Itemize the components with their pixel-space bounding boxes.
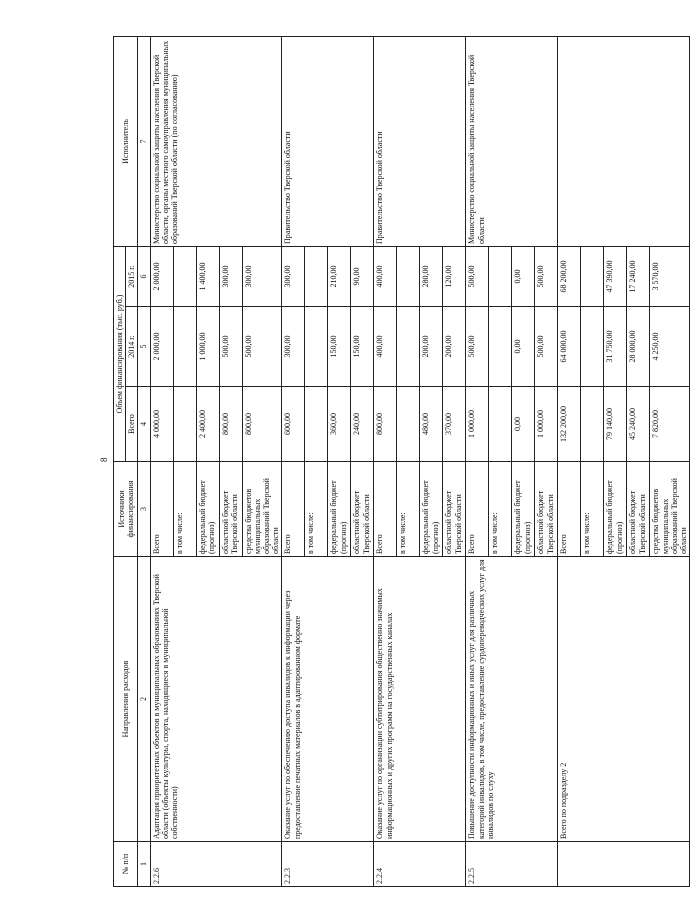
y2015-cell: 47 390,00 <box>604 247 627 307</box>
y2014-cell: 400,00 <box>374 307 397 387</box>
header-2014: 2014 г. <box>126 307 138 387</box>
header-idx-5: 5 <box>138 307 150 387</box>
y2015-cell: 500,00 <box>535 247 558 307</box>
y2015-cell: 120,00 <box>443 247 466 307</box>
y2014-cell: 500,00 <box>242 307 282 387</box>
total-cell: 0,00 <box>512 387 535 462</box>
source-cell: средства бюджетов муниципальных образований Тверской области <box>650 462 690 557</box>
source-cell: Всего <box>150 462 173 557</box>
total-cell: 800,00 <box>219 387 242 462</box>
source-cell: средства бюджетов муниципальных образований Тверской области <box>242 462 282 557</box>
y2015-cell: 300,00 <box>242 247 282 307</box>
y2014-cell: 4 250,00 <box>650 307 690 387</box>
source-cell: в том числе: <box>173 462 196 557</box>
section-executor: Правительство Тверской области <box>374 37 466 247</box>
total-cell: 800,00 <box>374 387 397 462</box>
y2015-cell: 68 200,00 <box>558 247 581 307</box>
y2015-cell: 90,00 <box>351 247 374 307</box>
header-idx-6: 6 <box>138 247 150 307</box>
header-idx-7: 7 <box>138 37 150 247</box>
y2015-cell: 1 400,00 <box>196 247 219 307</box>
header-idx-2: 2 <box>138 557 150 842</box>
y2014-cell: 150,00 <box>328 307 351 387</box>
total-cell <box>581 387 604 462</box>
total-cell: 800,00 <box>242 387 282 462</box>
y2015-cell <box>489 247 512 307</box>
total-cell: 45 240,00 <box>627 387 650 462</box>
section-number: 2.2.6 <box>150 842 282 887</box>
header-idx-4: 4 <box>138 387 150 462</box>
y2015-cell: 3 570,00 <box>650 247 690 307</box>
rotated-landscape-content <box>95 17 688 887</box>
source-cell: Всего <box>466 462 489 557</box>
table-row <box>374 37 397 887</box>
total-cell <box>489 387 512 462</box>
y2015-cell: 400,00 <box>374 247 397 307</box>
source-cell: Всего <box>558 462 581 557</box>
section-number: 2.2.4 <box>374 842 466 887</box>
source-cell: областной бюджет Тверской области <box>351 462 374 557</box>
y2014-cell <box>173 307 196 387</box>
table-row <box>282 37 305 887</box>
total-cell: 2 400,00 <box>196 387 219 462</box>
y2015-cell: 280,00 <box>420 247 443 307</box>
section-direction: Адаптация приоритетных объектов в муниципальных образованиях Тверской области (объекты культуры, спорта, находящиеся в муниципальной собственности) <box>150 557 282 842</box>
header-idx-1: 1 <box>138 842 150 887</box>
total-cell: 240,00 <box>351 387 374 462</box>
y2014-cell: 1 000,00 <box>196 307 219 387</box>
source-cell: областной бюджет Тверской области <box>219 462 242 557</box>
total-cell <box>173 387 196 462</box>
total-cell: 360,00 <box>328 387 351 462</box>
table-body <box>150 37 690 887</box>
y2014-cell: 28 000,00 <box>627 307 650 387</box>
total-cell: 7 820,00 <box>650 387 690 462</box>
y2014-cell: 64 000,00 <box>558 307 581 387</box>
y2014-cell: 150,00 <box>351 307 374 387</box>
total-cell: 600,00 <box>282 387 305 462</box>
source-cell: в том числе: <box>489 462 512 557</box>
y2015-cell: 2 000,00 <box>150 247 173 307</box>
section-direction: Оказание услуг по обеспечению доступа инвалидов к информации через предоставление печатных материалов в адаптированном формате <box>282 557 374 842</box>
total-cell: 132 200,00 <box>558 387 581 462</box>
section-direction: Оказание услуг по организации субтитрирования общественно значимых информационных и других программ на государственных каналах <box>374 557 466 842</box>
y2014-cell <box>397 307 420 387</box>
header-direction: Направления расходов <box>114 557 138 842</box>
source-cell: федеральный бюджет (прогноз) <box>604 462 627 557</box>
source-cell: федеральный бюджет (прогноз) <box>196 462 219 557</box>
section-number <box>558 842 690 887</box>
section-executor <box>558 37 690 247</box>
section-number: 2.2.5 <box>466 842 558 887</box>
y2014-cell: 500,00 <box>466 307 489 387</box>
header-total: Всего <box>126 387 138 462</box>
table-row <box>150 37 173 887</box>
table-row <box>558 37 581 887</box>
section-number: 2.2.3 <box>282 842 374 887</box>
y2014-cell: 2 000,00 <box>150 307 173 387</box>
financing-table <box>113 36 690 887</box>
header-sources: Источники финансирования <box>114 462 138 557</box>
y2014-cell: 500,00 <box>535 307 558 387</box>
header-executor: Исполнитель <box>114 37 138 247</box>
total-cell: 1 000,00 <box>466 387 489 462</box>
page-number: 8 <box>99 457 109 462</box>
header-idx-3: 3 <box>138 462 150 557</box>
y2015-cell: 300,00 <box>282 247 305 307</box>
section-executor: Правительство Тверской области <box>282 37 374 247</box>
source-cell: федеральный бюджет (прогноз) <box>328 462 351 557</box>
header-num: № п/п <box>114 842 138 887</box>
section-direction: Всего по подразделу 2 <box>558 557 690 842</box>
total-cell: 79 140,00 <box>604 387 627 462</box>
section-direction: Повышение доступности информационных и иных услуг для различных категорий инвалидов, в том числе, предоставление сурдопереводческих услуг для инвалидов по слуху <box>466 557 558 842</box>
y2014-cell <box>489 307 512 387</box>
source-cell: федеральный бюджет (прогноз) <box>420 462 443 557</box>
y2015-cell: 300,00 <box>219 247 242 307</box>
total-cell: 480,00 <box>420 387 443 462</box>
y2015-cell <box>305 247 328 307</box>
total-cell: 370,00 <box>443 387 466 462</box>
source-cell: в том числе: <box>581 462 604 557</box>
y2015-cell: 500,00 <box>466 247 489 307</box>
total-cell: 1 000,00 <box>535 387 558 462</box>
source-cell: Всего <box>282 462 305 557</box>
y2015-cell: 0,00 <box>512 247 535 307</box>
source-cell: в том числе: <box>305 462 328 557</box>
y2014-cell: 31 750,00 <box>604 307 627 387</box>
source-cell: областной бюджет Тверской области <box>627 462 650 557</box>
y2014-cell <box>305 307 328 387</box>
total-cell <box>305 387 328 462</box>
y2015-cell <box>173 247 196 307</box>
header-volume: Объем финансирования (тыс. руб.) <box>114 247 126 462</box>
y2015-cell: 17 240,00 <box>627 247 650 307</box>
source-cell: областной бюджет Тверской области <box>535 462 558 557</box>
source-cell: областной бюджет Тверской области <box>443 462 466 557</box>
y2014-cell: 200,00 <box>443 307 466 387</box>
table-row <box>466 37 489 887</box>
section-executor: Министерство социальной защиты населения Тверской области, органы местного самоуправления муниципальных образований Тверской области (по согласованию) <box>150 37 282 247</box>
y2015-cell <box>581 247 604 307</box>
y2014-cell <box>581 307 604 387</box>
source-cell: федеральный бюджет (прогноз) <box>512 462 535 557</box>
source-cell: Всего <box>374 462 397 557</box>
total-cell: 4 000,00 <box>150 387 173 462</box>
y2015-cell <box>397 247 420 307</box>
source-cell: в том числе: <box>397 462 420 557</box>
section-executor: Министерство социальной защиты населения Тверской области <box>466 37 558 247</box>
y2014-cell: 500,00 <box>219 307 242 387</box>
header-2015: 2015 г. <box>126 247 138 307</box>
total-cell <box>397 387 420 462</box>
y2014-cell: 0,00 <box>512 307 535 387</box>
y2014-cell: 300,00 <box>282 307 305 387</box>
y2015-cell: 210,00 <box>328 247 351 307</box>
y2014-cell: 200,00 <box>420 307 443 387</box>
